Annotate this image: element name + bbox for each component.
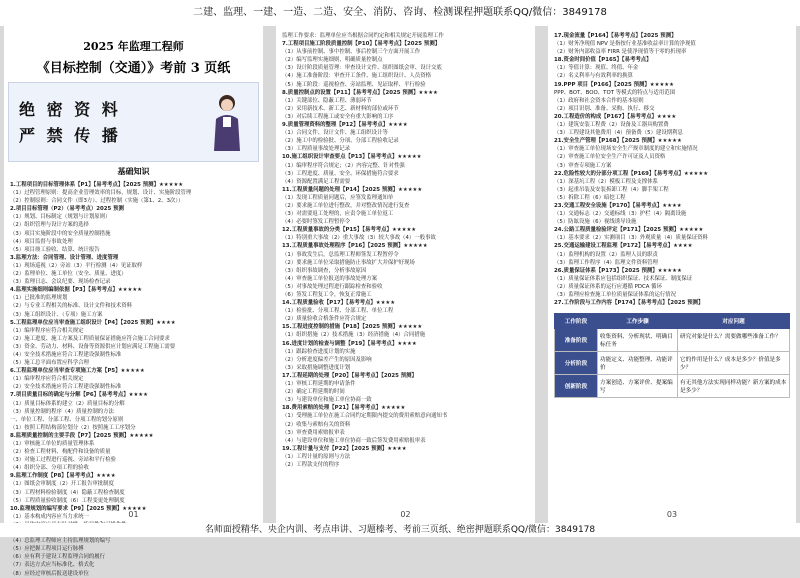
topic-heading: 25.交通运输建设工程监理【P172】【易考考点】★★★★: [554, 243, 693, 250]
text-line: （1）建筑安装工程费（2）设备及工器具购置费: [554, 122, 669, 129]
text-line: （1）审核工程延期的申请条件: [282, 381, 356, 388]
text-line: （1）从事前控制、事中控制、事后控制三个方面开展工作: [282, 49, 421, 56]
text-line: （1）关键部位、隐蔽工程、薄弱环节: [282, 97, 372, 104]
text-line: （1）发现工程质量问题后，应签发监理通知单: [282, 194, 394, 201]
topic-heading: 7.项目质量目标的确定与分解【P6】【易考考点】★★★★: [10, 392, 148, 399]
text-line: （1）质量目标体系的建立（2）质量目标的分解: [10, 400, 125, 407]
topic-heading: 3.监理方法：合同管理、设计管理、进度管理: [10, 254, 119, 261]
text-line: （5）施工总平面布置应科学合理: [10, 360, 89, 367]
text-line: （1）审查施工单位现场安全生产规章制度的建立和实施情况: [554, 146, 698, 153]
text-line: （1）特别重大事故（2）重大事故（3）较大事故（4）一般事故: [282, 235, 436, 242]
table-header: 工作步骤: [598, 314, 678, 329]
topic-heading: 13.工程质量事故处理程序【P16】【2025 预测】★★★★★: [282, 243, 428, 250]
text-line: （3）工程质量事故处理记录: [282, 146, 351, 153]
text-line: （1）基本构成内容应当力求统一: [10, 513, 89, 520]
section-heading: 基础知识: [117, 167, 150, 176]
text-line: （4）审查施工单位报送的事故处理方案: [282, 275, 378, 282]
text-line: （3）工程进度、质量、安全、环保措施符合要求: [282, 170, 399, 177]
banner-line-1: 绝 密 资 料: [19, 100, 121, 119]
text-line: （2）编写监理实施细则，明确质量控制点: [282, 57, 383, 64]
text-line: （3）审查专项施工方案: [554, 162, 612, 169]
text-line: （2）监理单位、施工单位（安全、质量、进度）: [10, 271, 127, 278]
text-line: （2）质量保证体系的运行应遵循 PDCA 循环: [554, 283, 662, 290]
text-line: （2）要求施工单位采取措施防止事故扩大并保护好现场: [282, 259, 415, 266]
topic-heading: 9.质量管理资料的整理【P12】【易考考点】★★★★: [282, 122, 408, 129]
text-line: （1）检验批、分项工程、分部工程、单位工程: [282, 308, 394, 315]
topic-heading: 10.监理规划的编写要求【P9】【2025 预测】★★★★★: [10, 505, 147, 512]
text-line: （3）质量控制的程序（4）质量控制的方法: [10, 408, 114, 415]
text-line: （4）项目监督与事故处理: [10, 238, 73, 245]
text-line: （1）规划、目标制定（规划与计划原则）: [10, 214, 111, 221]
text-line: （5）拆除工程（6）暗挖工程: [554, 194, 626, 201]
text-line: （3）与建设单位和施工单位协商一致: [282, 397, 372, 404]
document-subtitle: 《目标控制（交通）》考前 3 页纸: [36, 61, 231, 76]
table-cell-steps: 收集资料、分析现状、明确目标任务: [598, 329, 678, 352]
text-line: （2）财务内部收益率 FIRR 是使净现值等于零的折现率: [554, 49, 687, 56]
text-line: （1）现场巡视（2）旁站（3）平行检测（4）见证取样: [10, 262, 143, 269]
text-line: PPP、BOT、BOO、TOT 等模式的特点与适用范围: [554, 89, 675, 96]
topic-heading: 24.公路工程质量检验评定【P171】【2025 预测】★★★★★: [554, 227, 704, 234]
text-line: （1）跟踪检查进度计划的实施: [282, 348, 356, 355]
text-line: （1）监理机构的设置（2）监理人员的职责: [554, 251, 658, 258]
text-line: （1）受理施工单位在施工合同约定期限内提交的费用索赔意向通知书: [282, 413, 448, 420]
text-line: （4）资源配置满足工程需要: [282, 178, 351, 185]
text-line: （1）等值计算：现值、终值、年金: [554, 65, 639, 72]
text-line: 监理工作要求：监理单位应当根据合同约定和相关规定开展监理工作: [282, 33, 444, 39]
banner-line-2: 严 禁 传 播: [19, 126, 121, 145]
text-line: （2）安全技术措施应符合工程建设强制性标准: [10, 384, 122, 391]
topic-heading: 11.工程质量问题的处理【P14】【2025 预测】★★★★★: [282, 186, 423, 193]
page-number: 03: [666, 510, 678, 519]
topic-heading: 19.PPP 项目【P166】【2025 预测】★★★★★: [554, 81, 674, 88]
table-cell-steps: 功能定义、功能整理、功能评价: [598, 352, 678, 375]
footer-watermark: 名师面授精华、央企内训、考点串讲、习题榛考、考前三页纸、绝密押题联系QQ/微信：3849178: [0, 523, 800, 537]
confidential-banner: [8, 82, 259, 162]
text-line: （2）与专业工程相关的标准、设计文件和技术资料: [10, 303, 133, 310]
text-line: （1）过程管理原则：提高企业管理效率的目标，规划、设计、实施阶段管理: [10, 190, 192, 197]
text-line: （4）安全技术措施应符合工程建设强制性标准: [10, 351, 122, 358]
page-2-text-block: [276, 32, 535, 469]
text-line: （2）施工中的检验批、分项、分部工程验收记录: [282, 138, 399, 145]
text-line: （3）工程建设其他费用（4）预备费（5）建设期利息: [554, 130, 683, 137]
topic-heading: 9.监理工作制度【P8】【易考考点】★★★★: [10, 473, 116, 480]
topic-heading: 7.工程项目施工阶段质量控制【P10】【易考考点】【2025 预测】: [282, 41, 441, 48]
text-line: （5）防眩设施（6）视线诱导设施: [554, 219, 637, 226]
topic-heading: 21.安全生产管理【P168】【2025 预测】★★★★★: [554, 138, 682, 145]
text-line: （1）组织措施（2）技术措施（3）经济措施（4）合同措施: [282, 332, 426, 339]
text-line: 一、单位工程、分部工程、分项工程的划分原则: [10, 416, 124, 423]
text-line: （4）组织分部、分项工程的验收: [10, 465, 89, 472]
text-line: （7）表达方式应当标准化、格式化: [10, 562, 95, 569]
table-cell-steps: 方案创造、方案评价、提案编写: [598, 375, 678, 398]
topic-heading: 19.工程计量与支付【P22】【2025 预测】★★★★: [282, 445, 407, 452]
topic-heading: 12.工程质量事故的分类【P15】【易考考点】★★★★★: [282, 227, 417, 234]
text-line: （2）控制原则：合同文件（即3方）、过程控制（实施（第1、2、3次））: [10, 198, 184, 205]
topic-heading: 22.危险性较大的分部分项工程【P169】【易考考点】★★★★★: [554, 170, 709, 177]
text-line: （3）施工组织设计、（专项）施工方案: [10, 311, 103, 318]
topic-heading: 23.交通工程安全设施【P170】【易考考点】★★★★: [554, 202, 682, 209]
topic-heading: 8.质量控制点的设置【P11】【易考考点】【2025 预测】★★★★: [282, 89, 438, 96]
text-line: （2）要求施工单位进行整改，并对整改情况进行复查: [282, 202, 410, 209]
text-line: （1）审核施工单位的质量管理体系: [10, 441, 95, 447]
page-number: 01: [128, 510, 139, 519]
text-line: （1）交通标志（2）交通标线（3）护栏（4）隔离设施: [554, 211, 687, 218]
topic-heading: 14.工程质量验收【P17】【易考考点】★★★★: [282, 300, 396, 307]
text-line: （1）编审程序符合规定；（2）内容完整、针对性强: [282, 162, 405, 169]
text-line: （3）项目实施阶段中的安全质量控制措施: [10, 230, 111, 237]
text-line: （3）设计阶段质量管理：审查设计文件、组织图纸会审、设计交底: [282, 65, 442, 72]
text-line: （1）财务净现值 NPV 是指按行业基准收益率计算的净现值: [554, 41, 696, 48]
text-line: （5）工程质量验收制度（6）工程变更处理制度: [10, 497, 125, 504]
text-line: （1）政府和社会资本合作的基本原则: [554, 97, 644, 104]
topic-heading: 16.进度计划的检查与调整【P19】【易考考点】★★★★: [282, 340, 417, 347]
text-line: （2）工程款支付的程序: [282, 461, 340, 468]
table-header: 对应问题: [678, 314, 790, 329]
document-page-2: [276, 26, 535, 523]
table-row: [555, 329, 790, 352]
table-row: [555, 352, 790, 375]
text-line: （1）工程计量的原则与方法: [282, 453, 351, 460]
topic-heading: 10.施工组织设计审查要点【P13】【易考考点】★★★★★: [282, 154, 422, 161]
topic-heading: 8.监理质量控制的主要手段【P7】【2025 预测】★★★★★: [10, 432, 154, 439]
topic-heading: 26.质量保证体系【P173】【2025 预测】★★★★★: [554, 267, 682, 274]
page-number: 02: [400, 510, 411, 519]
table-row: [555, 375, 790, 398]
text-line: （3）对需要返工处理的，应责令施工单位返工: [282, 211, 394, 218]
topic-heading: 17.现金流量【P164】【易考考点】【2025 预测】: [554, 33, 677, 39]
work-stage-table: [554, 313, 790, 398]
topic-heading: 1.工程项目的目标管理体系【P1】【易考考点】【2025 预测】★★★★★: [10, 182, 184, 188]
topic-heading: 27.工作阶段与工作内容【P174】【易考考点】【2025 预测】: [554, 300, 704, 307]
document-page-3: [548, 26, 796, 523]
topic-heading: 15.工程进度控制的措施【P18】【2025 预测】★★★★★: [282, 324, 423, 331]
text-line: （3）采取措施调整进度计划: [282, 364, 351, 371]
text-line: （6）应有利于建设工程监理合同的履行: [10, 554, 106, 561]
text-line: （4）总监理工程师应主持监理规划的编写: [10, 538, 111, 545]
table-cell-issue: 有无其他方法实现同样功能？新方案的成本是多少？: [678, 375, 790, 398]
text-line: （1）已批准的监理规划: [10, 295, 68, 302]
document-page-1: [4, 26, 263, 577]
text-line: （5）对事故处理过程进行跟踪检查和验收: [282, 283, 383, 290]
text-line: （3）监理应检查施工单位质量保证体系的运行情况: [554, 292, 677, 298]
text-line: （3）工程材料检验制度（4）隐蔽工程检查制度: [10, 489, 125, 496]
text-line: （2）名义利率与有效利率的换算: [554, 73, 633, 80]
text-line: （1）按照工程结构部位划分（2）按照施工工序划分: [10, 424, 136, 431]
text-line: （1）图纸会审制度（2）开工报告审批制度: [10, 481, 114, 488]
text-line: （3）对后续工程施工或安全有重大影响的工序: [282, 113, 394, 120]
text-line: （4）必要时签发工程暂停令: [282, 219, 351, 226]
topic-heading: 5.工程监理单位应当审查施工组织设计【P4】【2025 预测】★★★★: [10, 319, 176, 326]
text-line: （2）分析进度偏差产生的原因及影响: [282, 356, 372, 363]
topic-heading: 18.费用索赔的处理【P21】【易考考点】★★★★★: [282, 405, 406, 412]
text-line: （1）基本要求（2）实测项目（3）外观质量（4）质量保证资料: [554, 235, 708, 242]
text-line: （2）收集与索赔有关的资料: [282, 421, 351, 428]
text-line: （2）检查工程材料、构配件和设备的质量: [10, 449, 111, 456]
text-line: （8）应经过审核后报送建设单位: [10, 570, 89, 577]
topic-heading: 17.工程延期的处理【P20】【易考考点】【2025 预测】: [282, 372, 417, 379]
teacher-illustration-icon: [210, 93, 244, 151]
topic-heading: 4.监理实施细则编制依据【P3】【易考考点】★★★★★: [10, 287, 142, 294]
text-line: （5）应把握工程项目运行脉搏: [10, 546, 84, 553]
text-line: （2）组织管理与设计方案的选择: [10, 222, 89, 229]
table-cell-stage: 创新阶段: [555, 375, 598, 398]
page-3-text-block: [548, 32, 796, 307]
table-cell-issue: 它的作用是什么？成本是多少？价值是多少？: [678, 352, 790, 375]
text-line: （5）施工阶段：巡视检查、旁站监理、见证取样、平行检验: [282, 81, 426, 88]
text-line: （3）监理日志、会议纪要、现场检查记录: [10, 279, 111, 286]
text-line: （1）事故发生后，总监理工程师签发工程暂停令: [282, 251, 399, 258]
text-line: （3）组织事故调查，分析事故原因: [282, 267, 367, 274]
topic-heading: 6.工程监理单位应当审查专项施工方案【P5】★★★★★: [10, 368, 145, 375]
text-line: （4）与建设单位和施工单位协商一致后签发费用索赔报审表: [282, 437, 426, 444]
topic-heading: 2.项目目标管理（P2）（易考考点）2025 预测: [10, 206, 124, 213]
text-line: （1）深基坑工程（2）模板工程及支撑体系: [554, 178, 658, 185]
table-cell-stage: 准备阶段: [555, 329, 598, 352]
text-line: （3）审查费用索赔报审表: [282, 429, 345, 436]
text-line: （1）编审程序应符合相关规定: [10, 327, 84, 334]
table-header: 工作阶段: [555, 314, 598, 329]
topic-heading: 18.资金时间价值【P165】【易考考点】: [554, 57, 652, 64]
table-cell-issue: 研究对象是什么？需要做哪些准备工作？: [678, 329, 790, 352]
text-line: （5）项目竣工验收、结算、统计报告: [10, 246, 100, 253]
text-line: （2）确定工程延期的时间: [282, 389, 345, 396]
topic-heading: 20.工程造价的构成【P167】【易考考点】★★★★: [554, 113, 677, 120]
text-line: （4）施工准备阶段：审查开工条件、施工组织设计、人员资格: [282, 73, 431, 80]
table-cell-stage: 分析阶段: [555, 352, 598, 375]
text-line: （2）审查施工单位安全生产许可证及人员资格: [554, 154, 666, 161]
document-title: 2025 年监理工程师: [83, 40, 184, 53]
text-line: （2）质量验收合格条件应符合规定: [282, 316, 367, 323]
text-line: （2）施工进度、施工方案及工程质量保证措施应符合施工合同要求: [10, 335, 170, 342]
text-line: （2）采用新技术、新工艺、新材料的部位或环节: [282, 105, 399, 112]
text-line: （1）质量保证体系应包括组织保证、技术保证、制度保证: [554, 275, 693, 282]
text-line: （3）对施工过程进行巡视、旁站和平行检验: [10, 457, 116, 464]
text-line: （6）签发工程复工令，恢复正常施工: [282, 292, 372, 298]
text-line: （3）资金、劳动力、材料、设备等资源供应计划应满足工程施工需要: [10, 343, 176, 350]
text-line: （1）合同文件、设计文件、施工组织设计等: [282, 130, 388, 137]
text-line: （3）监理工作程序（4）监理文件资料管理: [554, 259, 658, 266]
text-line: （1）编审程序应符合相关规定: [10, 376, 84, 383]
header-watermark: 二建、监理、一建、一造、二造、安全、消防、咨询、检测课程押题联系QQ/微信：3849178: [0, 0, 800, 26]
text-line: （2）项目识别、准备、采购、执行、移交: [554, 105, 655, 112]
text-line: （3）起重吊装及安装拆卸工程（4）脚手架工程: [554, 186, 669, 193]
